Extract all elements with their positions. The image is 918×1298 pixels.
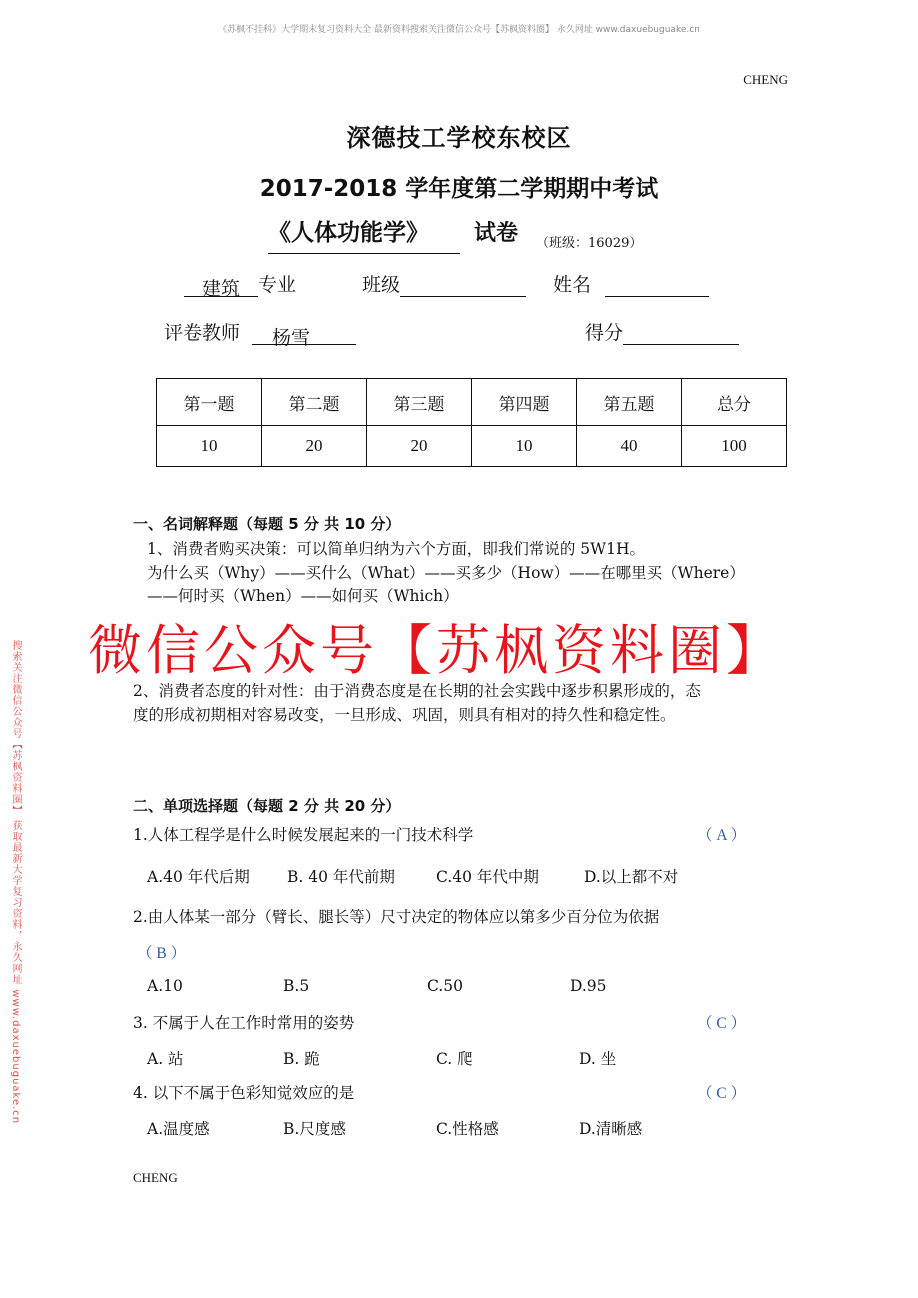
table-cell: 20: [367, 426, 472, 467]
school-name: 深德技工学校东校区: [346, 124, 572, 152]
table-cell: 10: [157, 426, 262, 467]
q1-line2: 为什么买（Why）——买什么（What）——买多少（How）——在哪里买（Where）: [147, 564, 745, 582]
teacher-value: 杨雪: [252, 323, 356, 345]
course-title: 《人体功能学》: [268, 214, 460, 254]
major-field: [184, 270, 297, 300]
option: C.50: [427, 977, 463, 995]
option: A. 站: [147, 1050, 184, 1068]
question-4: 4. 以下不属于色彩知觉效应的是: [133, 1084, 355, 1102]
paper-label: 试卷: [474, 221, 519, 246]
table-header-cell: 第二题: [262, 379, 367, 426]
table-cell: 100: [682, 426, 787, 467]
answer-4: （ C ）: [697, 1085, 747, 1102]
class-label: 班级: [362, 274, 401, 296]
score-label: 得分: [585, 322, 624, 344]
score-table: [156, 378, 787, 467]
option: A.温度感: [147, 1120, 210, 1138]
question-2: 2.由人体某一部分（臂长、腿长等）尺寸决定的物体应以第多少百分位为依据: [133, 908, 660, 926]
exam-title: 2017-2018 学年度第二学期期中考试: [259, 176, 659, 202]
table-header-cell: 总分: [682, 379, 787, 426]
class-blank[interactable]: [400, 274, 526, 297]
option: C.40 年代中期: [436, 868, 539, 886]
table-header-cell: 第三题: [367, 379, 472, 426]
table-header-cell: 第五题: [577, 379, 682, 426]
option: D.以上都不对: [584, 868, 679, 886]
table-cell: 40: [577, 426, 682, 467]
option: D.95: [570, 977, 607, 995]
option: A.10: [147, 977, 183, 995]
option: D.清晰感: [579, 1120, 643, 1138]
score-blank[interactable]: [623, 322, 739, 345]
major-value: 建筑: [184, 274, 258, 297]
section2-title: 二、单项选择题（每题 2 分 共 20 分）: [133, 797, 401, 815]
header-mark: CHENG: [743, 72, 788, 87]
option: B.尺度感: [283, 1120, 346, 1138]
name-field: [553, 270, 709, 297]
option: B. 跪: [283, 1050, 320, 1068]
q2-line1: 2、消费者态度的针对性：由于消费态度是在长期的社会实践中逐步积累形成的，态: [133, 682, 701, 700]
answer-3: （ C ）: [697, 1015, 747, 1032]
section1-title: 一、名词解释题（每题 5 分 共 10 分）: [133, 515, 401, 533]
option: B. 40 年代前期: [287, 868, 395, 886]
q1-line3: ——何时买（When）——如何买（Which）: [147, 587, 459, 605]
name-label: 姓名: [553, 274, 592, 296]
answer-2: （ B ）: [137, 945, 187, 962]
header-note: 《苏枫不挂科》大学期末复习资料大全 最新资料搜索关注微信公众号【苏枫资料圈】 永久网址 www.daxuebuguake.cn: [218, 25, 700, 35]
class-field: [362, 270, 526, 297]
class-info: （班级：16029）: [536, 236, 643, 251]
watermark: 微信公众号【苏枫资料圈】: [88, 619, 784, 682]
table-row: [157, 426, 787, 467]
side-note: 搜索关注微信公众号【苏枫资料圈】 获取最新大学复习资料，永久网址 www.daxuebuguake.cn: [10, 640, 21, 1125]
name-blank[interactable]: [605, 274, 709, 297]
option: C.性格感: [436, 1120, 499, 1138]
major-label: 专业: [258, 274, 297, 296]
option: D. 坐: [579, 1050, 617, 1068]
question-1: 1.人体工程学是什么时候发展起来的一门技术科学: [133, 826, 474, 844]
option: C. 爬: [436, 1050, 473, 1068]
footer-mark: CHENG: [133, 1170, 178, 1185]
option: A.40 年代后期: [147, 868, 250, 886]
q2-line2: 度的形成初期相对容易改变，一旦形成、巩固，则具有相对的持久性和稳定性。: [133, 706, 676, 724]
answer-1: （ A ）: [697, 827, 747, 844]
teacher-field: [164, 318, 356, 349]
score-field: [585, 318, 739, 345]
table-cell: 10: [472, 426, 577, 467]
question-3: 3. 不属于人在工作时常用的姿势: [133, 1014, 355, 1032]
table-header-cell: 第四题: [472, 379, 577, 426]
table-header-row: [157, 379, 787, 426]
option: B.5: [283, 977, 310, 995]
teacher-label: 评卷教师: [164, 322, 241, 344]
table-cell: 20: [262, 426, 367, 467]
q1-line1: 1、消费者购买决策：可以简单归纳为六个方面，即我们常说的 5W1H。: [147, 540, 645, 558]
table-header-cell: 第一题: [157, 379, 262, 426]
